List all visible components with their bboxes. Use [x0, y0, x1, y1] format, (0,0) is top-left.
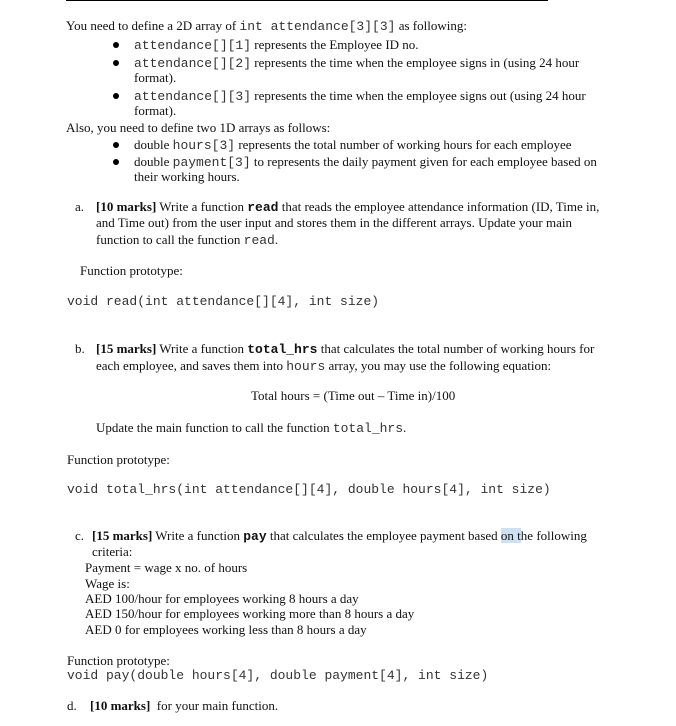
also-text: Also, you need to define two 1D arrays as follows: [66, 120, 331, 135]
bullet-pre: double [134, 154, 173, 169]
part-c-rule: AED 0 for employees working less than 8 hours a day [85, 622, 367, 637]
part-d-line [90, 698, 278, 714]
part-c-line2: criteria: [92, 544, 133, 559]
part-c-text-post: he following [520, 528, 587, 543]
part-a-line3-code: read [243, 233, 275, 248]
part-b-text: Write a function [156, 341, 248, 356]
bullet-code: hours[3] [172, 138, 236, 153]
part-d-text: for your main function. [150, 698, 279, 713]
part-c-prototype: void pay(double hours[4], double payment[4], int size) [67, 668, 489, 683]
attendance-bullet-3-cont: format). [134, 103, 177, 118]
bullet-text: to represents the daily payment given for each employee based on [250, 154, 597, 169]
part-c-marks: [15 marks] [92, 528, 153, 543]
part-c-text-mid: that calculates the employee payment based [266, 528, 501, 543]
attendance-bullet-3 [134, 88, 586, 105]
part-a-line3 [96, 232, 278, 249]
part-b-update-code: total_hrs [332, 421, 404, 436]
bullet-icon [113, 159, 119, 165]
part-c-label: c. [75, 528, 85, 543]
part-c-wage-is: Wage is: [85, 576, 130, 591]
part-a-line1 [96, 199, 599, 216]
part-b-update-post: . [403, 420, 407, 435]
part-b-line2-text: each employee, and saves them into [96, 358, 287, 373]
part-a-line3-post: . [274, 232, 279, 247]
attendance-bullet-1 [134, 37, 419, 54]
bullet-code: attendance[][2] [134, 56, 252, 71]
part-b-update-text: Update the main function to call the function [96, 420, 333, 435]
intro-text: You need to define a 2D array of [66, 18, 240, 33]
part-b-marks: [15 marks] [96, 341, 157, 356]
bullet-icon [113, 42, 119, 48]
bullet-text: represents the total number of working hours for each employee [235, 137, 572, 152]
part-c-highlight: on t [500, 528, 521, 543]
bullet-icon [113, 142, 119, 148]
part-c-proto-label: Function prototype: [67, 653, 170, 668]
top-rule [66, 0, 548, 1]
part-c-text: Write a function [152, 528, 244, 543]
bullet-text: represents the time when the employee signs in (using 24 hour [251, 55, 580, 70]
intro-text-post: as following: [395, 18, 467, 33]
bullet-icon [113, 93, 119, 99]
part-a-marks: [10 marks] [96, 199, 157, 214]
array-bullet-1 [134, 137, 572, 154]
part-d-label: d. [67, 698, 77, 713]
part-b-update [96, 420, 406, 437]
bullet-pre: double [134, 137, 173, 152]
bullet-text: represents the Employee ID no. [251, 37, 419, 52]
part-b-prototype: void total_hrs(int attendance[][4], double hours[4], int size) [67, 482, 551, 497]
part-a-fn: read [247, 200, 279, 215]
part-a-label: a. [75, 199, 85, 214]
part-a-text: Write a function [156, 199, 248, 214]
bullet-code: attendance[][1] [134, 38, 252, 53]
part-a-proto-label: Function prototype: [80, 263, 183, 278]
part-c-payment: Payment = wage x no. of hours [85, 560, 248, 575]
part-c-fn: pay [243, 529, 267, 544]
part-b-line2-post: array, you may use the following equation: [325, 358, 552, 373]
part-a-line3-text: function to call the function [96, 232, 244, 247]
bullet-code: attendance[][3] [134, 89, 252, 104]
part-b-fn: total_hrs [247, 342, 318, 357]
part-c-rule: AED 100/hour for employees working 8 hours a day [85, 591, 359, 606]
part-a-prototype: void read(int attendance[][4], int size) [67, 294, 380, 309]
part-a-line2: and Time out) from the user input and stores them in the different arrays. Update your main [96, 215, 572, 230]
bullet-code: payment[3] [172, 155, 251, 170]
intro-line [66, 18, 467, 35]
part-b-equation: Total hours = (Time out – Time in)/100 [251, 388, 456, 403]
part-c-rule: AED 150/hour for employees working more than 8 hours a day [85, 606, 415, 621]
part-b-line1 [96, 341, 594, 358]
part-d-marks: [10 marks] [90, 698, 151, 713]
attendance-bullet-2-cont: format). [134, 70, 177, 85]
part-b-proto-label: Function prototype: [67, 452, 170, 467]
part-b-text-post: that calculates the total number of working hours for [317, 341, 595, 356]
part-b-line2-code: hours [286, 359, 326, 374]
part-a-text-post: that reads the employee attendance information (ID, Time in, [278, 199, 600, 214]
bullet-icon [113, 60, 119, 66]
array-bullet-2-cont: their working hours. [134, 169, 240, 184]
attendance-bullet-2 [134, 55, 579, 72]
intro-code: int attendance[3][3] [239, 19, 396, 34]
part-c-line1 [92, 528, 587, 545]
bullet-text: represents the time when the employee signs out (using 24 hour [251, 88, 586, 103]
part-b-label: b. [75, 341, 85, 356]
part-b-line2 [96, 358, 551, 375]
